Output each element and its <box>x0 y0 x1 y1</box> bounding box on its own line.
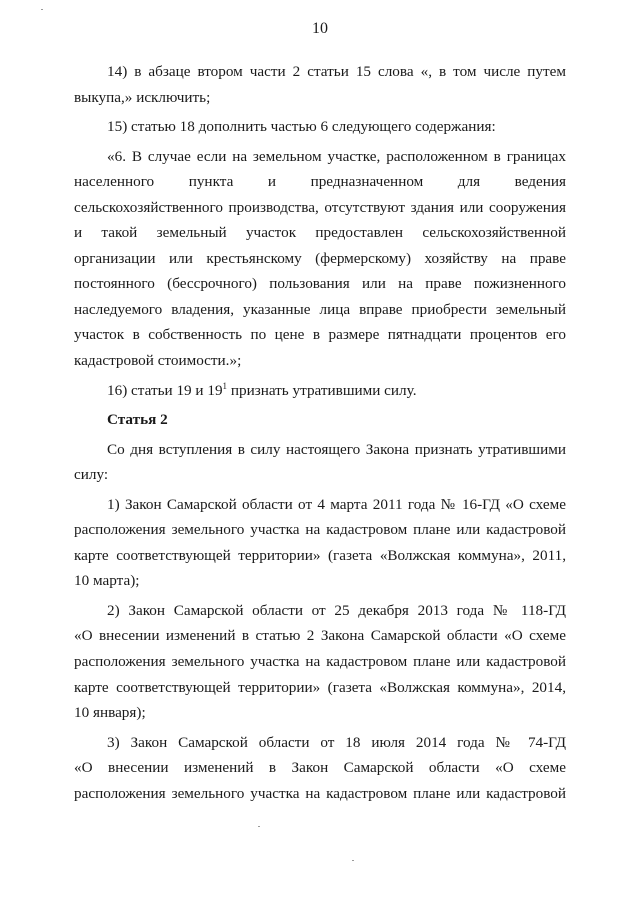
article-2-heading: Статья 2 <box>107 411 168 429</box>
part-6-line-2: населенного пункта и предназначенном для ведения <box>74 173 566 191</box>
law-1-line-3: карте соответствующей территории» (газета «Волжская коммуна», 2011, <box>74 546 566 564</box>
law-2-line-3: расположения земельного участка на кадастровом плане или кадастровой <box>74 653 566 671</box>
law-3-line-2: «О внесении изменений в Закон Самарской области «О схеме <box>74 759 566 777</box>
part-6-line-6: постоянного (бессрочного) пользования или на праве пожизненного <box>74 275 566 293</box>
item-16-text-after: признать утратившими силу. <box>227 381 417 399</box>
part-6-line-1: «6. В случае если на земельном участке, расположенном в границах <box>107 147 566 165</box>
item-14-line-1: 14) в абзаце втором части 2 статьи 15 слова «, в том числе путем <box>107 63 566 80</box>
law-3-line-1: 3) Закон Самарской области от 18 июля 2014 года № 74-ГД <box>107 733 566 751</box>
part-6-line-3: сельскохозяйственного производства, отсутствуют здания или сооружения <box>74 198 566 216</box>
document-body <box>74 59 566 806</box>
scan-speck <box>41 9 43 10</box>
article-2-intro-line-2: силу: <box>74 466 109 484</box>
item-16-superscript: 1 <box>222 380 228 391</box>
law-1-line-2: расположения земельного участка на кадастровом плане или кадастровой <box>74 521 566 539</box>
law-1-line-4: 10 марта); <box>74 572 140 590</box>
article-2-intro-line-1: Со дня вступления в силу настоящего Закона признать утратившими <box>107 440 566 458</box>
scan-speck <box>352 860 354 861</box>
law-1-line-1: 1) Закон Самарской области от 4 марта 2011 года № 16-ГД «О схеме <box>107 495 566 513</box>
part-6-line-4: и такой земельный участок предоставлен сельскохозяйственной <box>74 224 566 242</box>
part-6-line-9: кадастровой стоимости.»; <box>74 352 242 370</box>
law-2-line-5: 10 января); <box>74 704 146 722</box>
item-14-line-2: выкупа,» исключить; <box>74 88 211 106</box>
part-6-line-5: организации или крестьянскому (фермерскому) хозяйству на праве <box>74 249 566 267</box>
item-16-line-1 <box>74 378 566 404</box>
scan-speck <box>258 826 260 827</box>
law-2-line-2: «О внесении изменений в статью 2 Закона Самарской области «О схеме <box>74 627 566 645</box>
part-6-line-7: наследуемого владения, указанные лица вправе приобрести земельный <box>74 300 566 318</box>
item-15-line-1: 15) статью 18 дополнить частью 6 следующего содержания: <box>107 118 496 136</box>
law-2-line-1: 2) Закон Самарской области от 25 декабря 2013 года № 118-ГД <box>107 601 566 619</box>
law-3-line-3: расположения земельного участка на кадастровом плане или кадастровой <box>74 784 566 802</box>
law-2-line-4: карте соответствующей территории» (газета «Волжская коммуна», 2014, <box>74 678 566 696</box>
part-6-line-8: участок в собственность по цене в размере пятнадцати процентов его <box>74 326 566 344</box>
page-number: 10 <box>312 20 328 37</box>
item-16-text-before: 16) статьи 19 и 19 <box>107 381 223 399</box>
